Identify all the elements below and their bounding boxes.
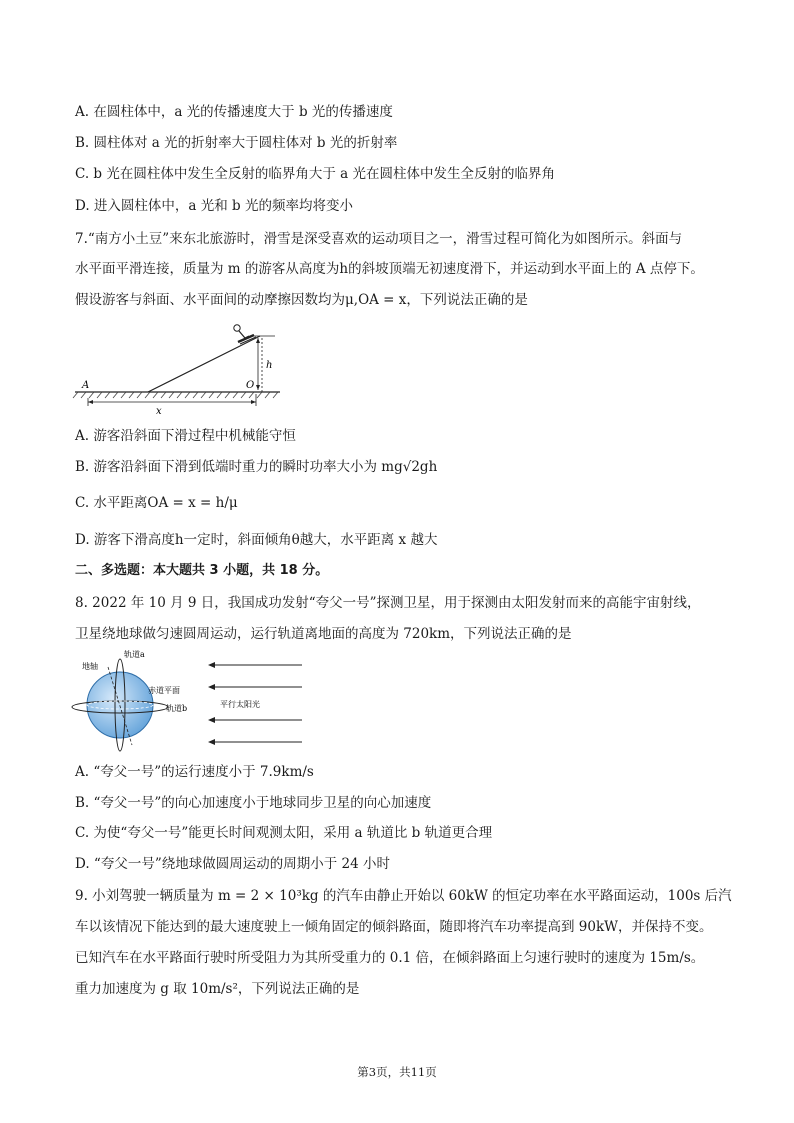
q9-stem-line-2: 车以该情况下能达到的最大速度驶上一倾角固定的倾斜路面，随即将汽车功率提高到 90kW，并保持不变。 [75, 919, 713, 935]
q7-stem-line-2: 水平面平滑连接，质量为 m 的游客从高度为h的斜坡顶端无初速度滑下，并运动到水平面上的 A 点停下。 [75, 261, 704, 277]
page-footer: 第3页，共11页 [357, 1065, 437, 1079]
q7-option-a: A. 游客沿斜面下滑过程中机械能守恒 [75, 428, 296, 444]
q6-option-a: A. 在圆柱体中，a 光的传播速度大于 b 光的传播速度 [75, 104, 393, 120]
label-orbit-a: 轨道a [124, 650, 145, 659]
q6-option-c: C. b 光在圆柱体中发生全反射的临界角大于 a 光在圆柱体中发生全反射的临界角 [75, 166, 555, 182]
q8-option-c: C. 为使“夸父一号”能更长时间观测太阳，采用 a 轨道比 b 轨道更合理 [75, 825, 493, 841]
label-a: A [82, 380, 90, 391]
q8-option-b: B. “夸父一号”的向心加速度小于地球同步卫星的向心加速度 [75, 795, 432, 811]
label-orbit-b: 轨道b [166, 704, 188, 713]
label-x: x [156, 406, 162, 417]
label-o: O [246, 380, 255, 391]
q8-stem-line-2: 卫星绕地球做匀速圆周运动，运行轨道离地面的高度为 720km，下列说法正确的是 [75, 626, 572, 642]
q7-option-d: D. 游客下滑高度h一定时，斜面倾角θ越大，水平距离 x 越大 [75, 532, 438, 548]
label-h: h [266, 360, 273, 371]
q7-stem-line-1: 7.“南方小土豆”来东北旅游时，滑雪是深受喜欢的运动项目之一，滑雪过程可简化为如图所示。斜面与 [75, 231, 683, 247]
label-equator: 赤道平面 [148, 686, 180, 695]
q7-incline-figure [70, 318, 285, 418]
q8-stem-line-1: 8. 2022 年 10 月 9 日，我国成功发射“夸父一号”探测卫星，用于探测由太阳发射而来的高能宇宙射线， [75, 595, 701, 611]
q8-orbit-figure [70, 645, 310, 755]
label-axis: 地轴 [82, 662, 98, 671]
section-title: 二、多选题：本大题共 3 小题，共 18 分。 [75, 563, 329, 578]
q9-stem-line-4: 重力加速度为 g 取 10m/s²，下列说法正确的是 [75, 981, 360, 997]
q6-option-b: B. 圆柱体对 a 光的折射率大于圆柱体对 b 光的折射率 [75, 135, 398, 151]
label-sunlight: 平行太阳光 [220, 700, 260, 709]
q8-option-d: D. “夸父一号”绕地球做圆周运动的周期小于 24 小时 [75, 856, 390, 872]
q9-stem-line-3: 已知汽车在水平路面行驶时所受阻力为其所受重力的 0.1 倍，在倾斜路面上匀速行驶时的速度为 15m/s。 [75, 950, 705, 966]
earth-icon [87, 672, 153, 738]
skier-icon [234, 325, 256, 344]
q6-option-d: D. 进入圆柱体中，a 光和 b 光的频率均将变小 [75, 198, 353, 214]
q7-option-b: B. 游客沿斜面下滑到低端时重力的瞬时功率大小为 mg√2gh [75, 459, 438, 475]
q9-stem-line-1: 9. 小刘驾驶一辆质量为 m = 2 × 10³kg 的汽车由静止开始以 60kW 的恒定功率在水平路面运动，100s 后汽 [75, 888, 732, 904]
q8-option-a: A. “夸父一号”的运行速度小于 7.9km/s [75, 764, 314, 780]
q7-stem-line-3: 假设游客与斜面、水平面间的动摩擦因数均为μ,OA = x，下列说法正确的是 [75, 292, 528, 308]
q7-option-c: C. 水平距离OA = x = h/μ [75, 495, 238, 511]
